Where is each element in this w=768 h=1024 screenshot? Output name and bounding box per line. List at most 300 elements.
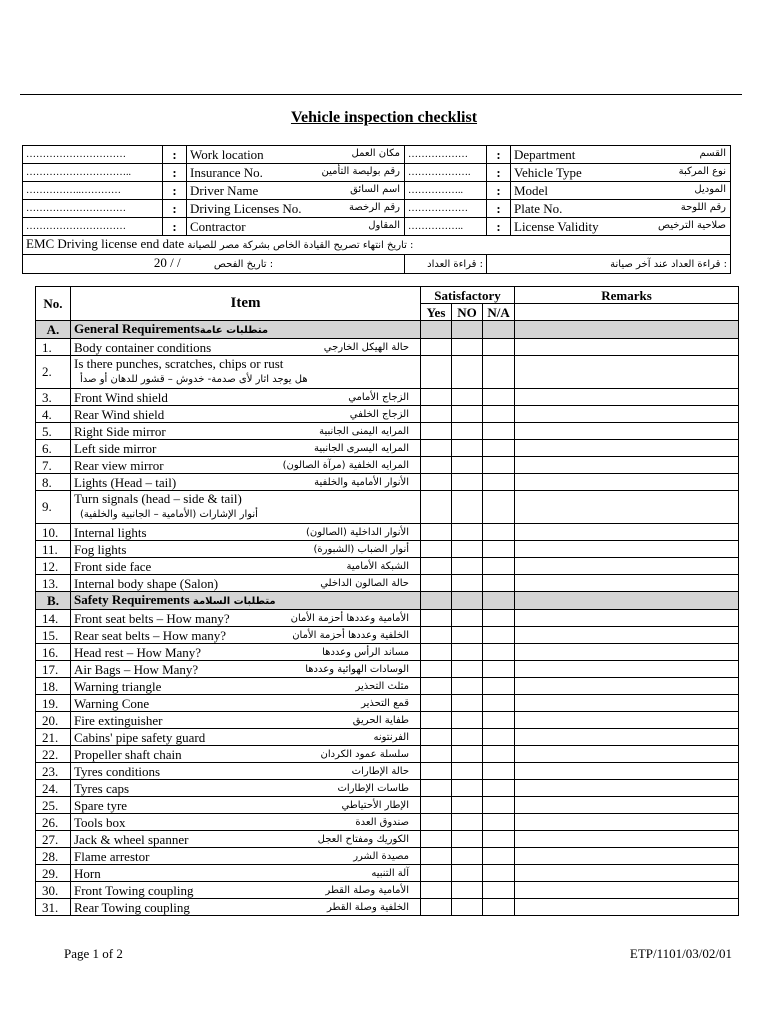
yes-checkbox-cell[interactable] — [421, 797, 452, 814]
checklist-row — [36, 575, 739, 592]
yes-checkbox-cell[interactable] — [421, 474, 452, 491]
yes-checkbox-cell[interactable] — [421, 339, 452, 356]
info-row — [23, 182, 731, 200]
item-number: 22. — [36, 746, 71, 763]
info-value-field[interactable]: ………………………… — [23, 200, 163, 218]
yes-checkbox-cell[interactable] — [421, 763, 452, 780]
item-description — [71, 712, 421, 729]
info-colon: : — [487, 164, 511, 182]
remarks-field[interactable] — [515, 797, 739, 814]
item-description — [71, 780, 421, 797]
info-label — [187, 164, 405, 182]
yes-checkbox-cell[interactable] — [421, 678, 452, 695]
item-number: 4. — [36, 406, 71, 423]
na-checkbox-cell[interactable] — [483, 695, 515, 712]
na-checkbox-cell[interactable] — [483, 389, 515, 406]
page-title: Vehicle inspection checklist — [290, 109, 478, 126]
item-description — [71, 882, 421, 899]
info-value-field[interactable]: ……………..………… — [23, 182, 163, 200]
remarks-field[interactable] — [515, 865, 739, 882]
no-checkbox-cell[interactable] — [452, 882, 483, 899]
inspection-date-cell[interactable] — [23, 255, 405, 274]
item-text-en: Front side face — [74, 558, 152, 574]
item-description — [71, 423, 421, 440]
info-colon: : — [487, 182, 511, 200]
na-checkbox-cell[interactable] — [483, 644, 515, 661]
date-text: 20 / / — [153, 255, 181, 270]
item-text-ar: الخلفية وصلة القطر — [327, 901, 409, 913]
item-description — [71, 746, 421, 763]
no-checkbox-cell[interactable] — [452, 814, 483, 831]
remarks-field[interactable] — [515, 339, 739, 356]
na-checkbox-cell[interactable] — [483, 491, 515, 524]
item-text-en: Spare tyre — [74, 797, 128, 813]
na-checkbox-cell[interactable] — [483, 627, 515, 644]
item-number: 2. — [36, 356, 71, 389]
item-text-ar: الخلفية وعددها أحزمة الأمان — [292, 629, 409, 641]
item-text-ar: صندوق العدة — [355, 816, 409, 828]
checklist-table — [35, 286, 739, 916]
item-text-en: Jack & wheel spanner — [74, 831, 189, 847]
info-colon: : — [487, 218, 511, 236]
checklist-row — [36, 423, 739, 440]
na-checkbox-cell[interactable] — [483, 729, 515, 746]
no-checkbox-cell[interactable] — [452, 423, 483, 440]
na-checkbox-cell[interactable] — [483, 831, 515, 848]
na-checkbox-cell[interactable] — [483, 763, 515, 780]
info-label-ar: مكان العمل — [351, 148, 400, 159]
no-checkbox-cell[interactable] — [452, 729, 483, 746]
remarks-field[interactable] — [515, 524, 739, 541]
checklist-row — [36, 848, 739, 865]
na-checkbox-cell[interactable] — [483, 406, 515, 423]
remarks-field[interactable] — [515, 678, 739, 695]
item-number: 14. — [36, 610, 71, 627]
remarks-field[interactable] — [515, 440, 739, 457]
no-checkbox-cell[interactable] — [452, 575, 483, 592]
yes-checkbox-cell[interactable] — [421, 575, 452, 592]
na-checkbox-cell[interactable] — [483, 356, 515, 389]
item-text-en: Front Wind shield — [74, 389, 168, 405]
na-checkbox-cell[interactable] — [483, 797, 515, 814]
item-number: 12. — [36, 558, 71, 575]
info-value-field[interactable]: ………………………… — [23, 146, 163, 164]
yes-checkbox-cell[interactable] — [421, 831, 452, 848]
item-text-ar: الزجاج الخلفي — [349, 408, 409, 420]
no-checkbox-cell[interactable] — [452, 644, 483, 661]
checklist-row — [36, 389, 739, 406]
remarks-field[interactable] — [515, 575, 739, 592]
item-text-ar: طفاية الحريق — [352, 714, 409, 726]
item-text-ar: قمع التحذير — [361, 697, 409, 709]
checklist-row — [36, 712, 739, 729]
yes-checkbox-cell[interactable] — [421, 899, 452, 916]
yes-checkbox-cell[interactable] — [421, 661, 452, 678]
info-right-label-en: License Validity — [514, 218, 599, 234]
remarks-field[interactable] — [515, 541, 739, 558]
section-a-row — [36, 321, 739, 339]
no-checkbox-cell[interactable] — [452, 389, 483, 406]
no-checkbox-cell[interactable] — [452, 831, 483, 848]
remarks-field[interactable] — [515, 712, 739, 729]
item-description — [71, 575, 421, 592]
info-label-en: Insurance No. — [190, 164, 263, 180]
checklist-row — [36, 558, 739, 575]
item-number: 24. — [36, 780, 71, 797]
section-b-letter: B. — [36, 592, 71, 610]
item-description — [71, 797, 421, 814]
yes-checkbox-cell[interactable] — [421, 780, 452, 797]
remarks-field[interactable] — [515, 627, 739, 644]
checklist-row — [36, 797, 739, 814]
remarks-field[interactable] — [515, 491, 739, 524]
item-text-en: Body container conditions — [74, 339, 212, 355]
item-number: 23. — [36, 763, 71, 780]
item-text-en: Tools box — [74, 814, 126, 830]
info-colon: : — [163, 218, 187, 236]
item-description — [71, 406, 421, 423]
section-a-title — [71, 321, 421, 339]
yes-checkbox-cell[interactable] — [421, 356, 452, 389]
item-number: 28. — [36, 848, 71, 865]
checklist-row — [36, 882, 739, 899]
item-text-en: Front Towing coupling — [74, 882, 194, 898]
remarks-field[interactable] — [515, 644, 739, 661]
item-number: 3. — [36, 389, 71, 406]
item-number: 31. — [36, 899, 71, 916]
remarks-field[interactable] — [515, 746, 739, 763]
yes-checkbox-cell[interactable] — [421, 541, 452, 558]
item-text-ar: الكوريك ومفتاح العجل — [317, 833, 409, 845]
info-colon: : — [487, 200, 511, 218]
item-text-en: Rear Towing coupling — [74, 899, 190, 915]
info-label-right — [511, 164, 731, 182]
no-checkbox-cell[interactable] — [452, 491, 483, 524]
item-description — [71, 695, 421, 712]
item-number: 8. — [36, 474, 71, 491]
na-checkbox-cell[interactable] — [483, 712, 515, 729]
remarks-field[interactable] — [515, 763, 739, 780]
checklist-row — [36, 763, 739, 780]
remarks-field[interactable] — [515, 457, 739, 474]
na-checkbox-cell[interactable] — [483, 524, 515, 541]
na-checkbox-cell[interactable] — [483, 457, 515, 474]
yes-checkbox-cell[interactable] — [421, 406, 452, 423]
item-description — [71, 474, 421, 491]
checklist-row — [36, 746, 739, 763]
info-colon: : — [163, 200, 187, 218]
na-checkbox-cell[interactable] — [483, 610, 515, 627]
no-checkbox-cell[interactable] — [452, 474, 483, 491]
item-number: 9. — [36, 491, 71, 524]
no-checkbox-cell[interactable] — [452, 899, 483, 916]
yes-checkbox-cell[interactable] — [421, 457, 452, 474]
remarks-field[interactable] — [515, 661, 739, 678]
no-checkbox-cell[interactable] — [452, 678, 483, 695]
yes-checkbox-cell[interactable] — [421, 865, 452, 882]
yes-checkbox-cell[interactable] — [421, 389, 452, 406]
item-description — [71, 440, 421, 457]
item-text-ar: المرايه الخلفية (مرآة الصالون) — [282, 459, 409, 471]
no-checkbox-cell[interactable] — [452, 610, 483, 627]
na-checkbox-cell[interactable] — [483, 678, 515, 695]
na-checkbox-cell[interactable] — [483, 814, 515, 831]
yes-checkbox-cell[interactable] — [421, 695, 452, 712]
item-text-ar: الأنوار الأمامية والخلفية — [314, 476, 409, 488]
info-value-field[interactable]: ………………………… — [23, 218, 163, 236]
info-label-right — [511, 200, 731, 218]
header-no-col: NO — [452, 304, 483, 321]
info-label-en: Driving Licenses No. — [190, 200, 302, 216]
header-remarks: Remarks — [515, 287, 739, 304]
no-checkbox-cell[interactable] — [452, 797, 483, 814]
yes-checkbox-cell[interactable] — [421, 491, 452, 524]
item-text-en: Warning Cone — [74, 695, 150, 711]
na-checkbox-cell[interactable] — [483, 661, 515, 678]
item-number: 26. — [36, 814, 71, 831]
checklist-row — [36, 339, 739, 356]
na-checkbox-cell[interactable] — [483, 474, 515, 491]
item-text-en: Turn signals (head – side & tail) — [74, 491, 242, 506]
item-number: 17. — [36, 661, 71, 678]
info-value-field[interactable]: ………………. — [405, 164, 487, 182]
item-description — [71, 763, 421, 780]
yes-checkbox-cell[interactable] — [421, 610, 452, 627]
yes-checkbox-cell[interactable] — [421, 558, 452, 575]
item-number: 15. — [36, 627, 71, 644]
no-checkbox-cell[interactable] — [452, 339, 483, 356]
remarks-field[interactable] — [515, 695, 739, 712]
item-number: 29. — [36, 865, 71, 882]
na-checkbox-cell[interactable] — [483, 882, 515, 899]
section-b-title — [71, 592, 421, 610]
checklist-row — [36, 814, 739, 831]
checklist-row — [36, 524, 739, 541]
checklist-row — [36, 356, 739, 389]
item-number: 16. — [36, 644, 71, 661]
info-right-label-en: Model — [514, 182, 548, 198]
remarks-field[interactable] — [515, 610, 739, 627]
no-checkbox-cell[interactable] — [452, 524, 483, 541]
checklist-row — [36, 865, 739, 882]
info-colon: : — [163, 164, 187, 182]
remarks-field[interactable] — [515, 814, 739, 831]
info-label-en: Driver Name — [190, 182, 259, 198]
item-description — [71, 558, 421, 575]
item-description — [71, 831, 421, 848]
yes-checkbox-cell[interactable] — [421, 882, 452, 899]
info-value-field[interactable]: ……………… — [405, 146, 487, 164]
item-text-ar: آلة التنبيه — [371, 867, 409, 879]
item-text-ar: حالة الصالون الداخلي — [320, 577, 409, 589]
item-description — [71, 610, 421, 627]
remarks-field[interactable] — [515, 848, 739, 865]
item-text-ar: مساند الرأس وعددها — [322, 646, 409, 658]
odometer-cell[interactable] — [405, 255, 487, 274]
item-text-ar: الأنوار الداخلية (الصالون) — [305, 526, 409, 538]
yes-checkbox-cell[interactable] — [421, 644, 452, 661]
remarks-field[interactable] — [515, 389, 739, 406]
item-text-ar: الزجاج الأمامي — [348, 391, 409, 403]
last-service-cell[interactable] — [487, 255, 731, 274]
info-label-right — [511, 146, 731, 164]
remarks-field[interactable] — [515, 729, 739, 746]
item-text-ar: الوسادات الهوائية وعددها — [305, 663, 409, 675]
odometer-label-ar: قراءة العداد : — [427, 259, 483, 270]
top-rule — [20, 94, 742, 95]
remarks-field[interactable] — [515, 423, 739, 440]
checklist-row — [36, 780, 739, 797]
remarks-field[interactable] — [515, 406, 739, 423]
item-text-en: Fog lights — [74, 541, 127, 557]
na-checkbox-cell[interactable] — [483, 848, 515, 865]
item-text-en: Tyres conditions — [74, 763, 161, 779]
header-yes: Yes — [421, 304, 452, 321]
remarks-field[interactable] — [515, 831, 739, 848]
no-checkbox-cell[interactable] — [452, 457, 483, 474]
info-label-right — [511, 218, 731, 236]
emc-label-ar: تاريخ انتهاء تصريح القيادة الخاص بشركة مصر للصيانة : — [187, 240, 414, 251]
info-right-label-ar: الموديل — [694, 184, 726, 195]
na-checkbox-cell[interactable] — [483, 558, 515, 575]
section-a-label-ar: متطلبات عامة — [199, 325, 269, 336]
no-checkbox-cell[interactable] — [452, 695, 483, 712]
checklist-row — [36, 610, 739, 627]
item-text-en: Cabins' pipe safety guard — [74, 729, 206, 745]
item-text-ar: المرايه اليمنى الجانبية — [319, 425, 409, 437]
item-text-ar: المرايه اليسرى الجانبية — [313, 442, 409, 454]
no-checkbox-cell[interactable] — [452, 356, 483, 389]
info-label — [187, 146, 405, 164]
item-description — [71, 491, 421, 524]
na-checkbox-cell[interactable] — [483, 339, 515, 356]
no-checkbox-cell[interactable] — [452, 440, 483, 457]
info-row — [23, 218, 731, 236]
section-a-letter: A. — [36, 321, 71, 339]
item-text-en: Warning triangle — [74, 678, 162, 694]
no-checkbox-cell[interactable] — [452, 712, 483, 729]
remarks-field[interactable] — [515, 558, 739, 575]
no-checkbox-cell[interactable] — [452, 780, 483, 797]
info-label — [187, 182, 405, 200]
yes-checkbox-cell[interactable] — [421, 848, 452, 865]
item-description — [71, 865, 421, 882]
item-number: 21. — [36, 729, 71, 746]
item-text-ar: أنوار الضباب (الشبورة) — [313, 543, 409, 555]
item-number: 7. — [36, 457, 71, 474]
item-text-en: Lights (Head – tail) — [74, 474, 177, 490]
remarks-field[interactable] — [515, 780, 739, 797]
checklist-row — [36, 406, 739, 423]
yes-checkbox-cell[interactable] — [421, 729, 452, 746]
item-number: 5. — [36, 423, 71, 440]
yes-checkbox-cell[interactable] — [421, 814, 452, 831]
remarks-field[interactable] — [515, 899, 739, 916]
info-row — [23, 164, 731, 182]
item-text-en: Internal lights — [74, 524, 147, 540]
remarks-field[interactable] — [515, 356, 739, 389]
item-description — [71, 814, 421, 831]
item-text-en: Tyres caps — [74, 780, 130, 796]
info-value-field[interactable]: …………….. — [405, 218, 487, 236]
no-checkbox-cell[interactable] — [452, 848, 483, 865]
na-checkbox-cell[interactable] — [483, 899, 515, 916]
checklist-row — [36, 474, 739, 491]
no-checkbox-cell[interactable] — [452, 627, 483, 644]
info-right-label-en: Vehicle Type — [514, 164, 582, 180]
checklist-row — [36, 491, 739, 524]
na-checkbox-cell[interactable] — [483, 780, 515, 797]
item-text-ar: سلسلة عمود الكردان — [320, 748, 409, 760]
no-checkbox-cell[interactable] — [452, 541, 483, 558]
info-right-label-ar: القسم — [699, 148, 726, 159]
item-text-ar: حالة الهيكل الخارجي — [323, 341, 409, 353]
header-na: N/A — [483, 304, 515, 321]
item-description — [71, 627, 421, 644]
checklist-row — [36, 831, 739, 848]
no-checkbox-cell[interactable] — [452, 661, 483, 678]
info-value-field[interactable]: …………….. — [405, 182, 487, 200]
item-text-ar: مثلث التحذير — [355, 680, 409, 692]
no-checkbox-cell[interactable] — [452, 406, 483, 423]
no-checkbox-cell[interactable] — [452, 746, 483, 763]
item-text-en: Front seat belts – How many? — [74, 610, 230, 626]
info-value-field[interactable]: ………………………….. — [23, 164, 163, 182]
yes-checkbox-cell[interactable] — [421, 746, 452, 763]
item-text-en: Rear seat belts – How many? — [74, 627, 226, 643]
na-checkbox-cell[interactable] — [483, 541, 515, 558]
info-label-right — [511, 182, 731, 200]
section-a-label: General Requirements — [74, 321, 200, 336]
item-description — [71, 678, 421, 695]
no-checkbox-cell[interactable] — [452, 865, 483, 882]
yes-checkbox-cell[interactable] — [421, 627, 452, 644]
checklist-row — [36, 457, 739, 474]
checklist-row — [36, 695, 739, 712]
yes-checkbox-cell[interactable] — [421, 440, 452, 457]
no-checkbox-cell[interactable] — [452, 558, 483, 575]
item-text-en: Is there punches, scratches, chips or rust — [74, 356, 284, 371]
item-text-ar: أنوار الإشارات (الأمامية – الجانبية والخلفية) — [80, 509, 258, 520]
yes-checkbox-cell[interactable] — [421, 524, 452, 541]
item-text-ar: الأمامية وعددها أحزمة الأمان — [290, 612, 409, 624]
info-row — [23, 200, 731, 218]
na-checkbox-cell[interactable] — [483, 440, 515, 457]
info-right-label-en: Department — [514, 146, 576, 162]
item-number: 6. — [36, 440, 71, 457]
na-checkbox-cell[interactable] — [483, 865, 515, 882]
yes-checkbox-cell[interactable] — [421, 712, 452, 729]
header-remarks-blank — [515, 304, 739, 321]
info-colon: : — [163, 182, 187, 200]
checklist-row — [36, 661, 739, 678]
item-text-en: Air Bags – How Many? — [74, 661, 199, 677]
item-text-en: Internal body shape (Salon) — [74, 575, 219, 591]
item-description — [71, 899, 421, 916]
na-checkbox-cell[interactable] — [483, 575, 515, 592]
remarks-field[interactable] — [515, 882, 739, 899]
item-text-ar: هل يوجد اثار لأى صدمة- خدوش – قشور للدهان أو صدأ — [80, 374, 308, 385]
info-label-en: Work location — [190, 146, 264, 162]
item-description — [71, 541, 421, 558]
na-checkbox-cell[interactable] — [483, 746, 515, 763]
na-checkbox-cell[interactable] — [483, 423, 515, 440]
info-value-field[interactable]: ……………… — [405, 200, 487, 218]
no-checkbox-cell[interactable] — [452, 763, 483, 780]
yes-checkbox-cell[interactable] — [421, 423, 452, 440]
remarks-field[interactable] — [515, 474, 739, 491]
item-number: 11. — [36, 541, 71, 558]
